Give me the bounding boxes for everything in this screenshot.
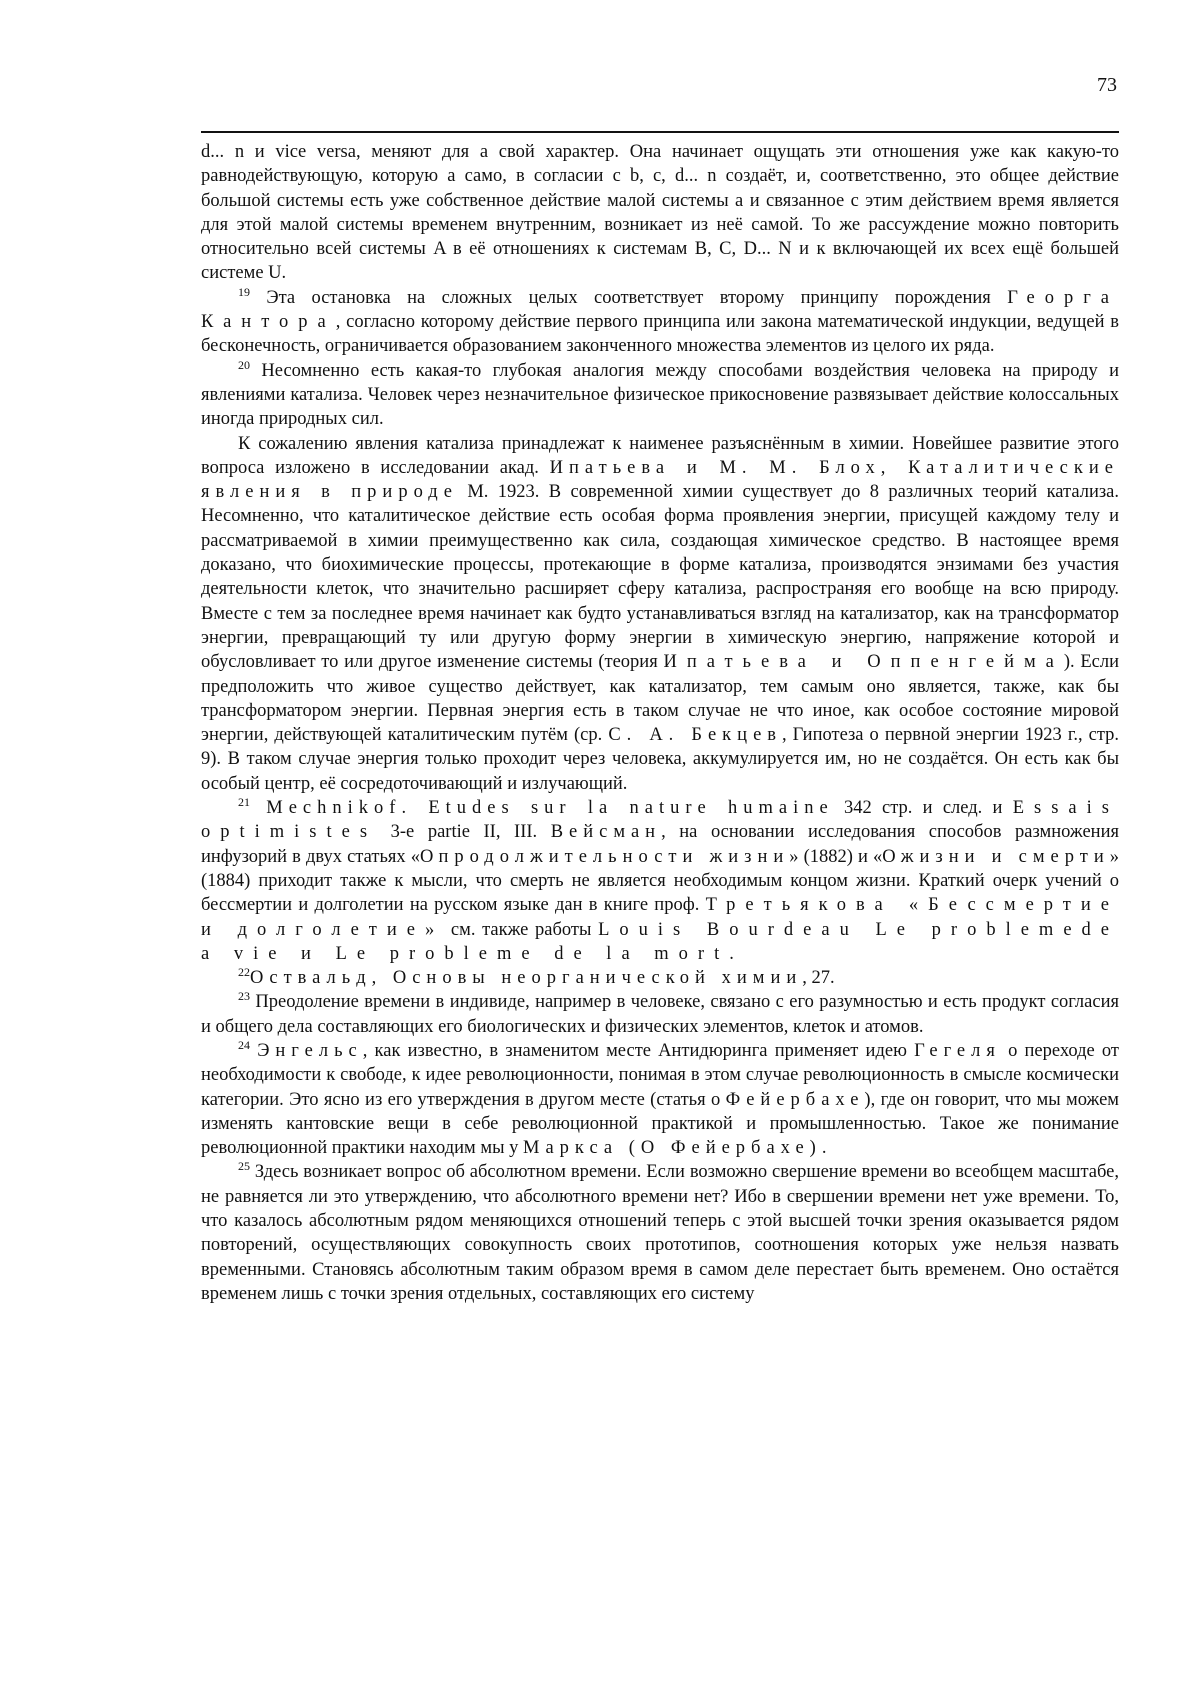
spaced-text: Энгельс	[257, 1040, 363, 1061]
footnote-21	[201, 796, 1119, 966]
text-run: , 27.	[802, 968, 835, 989]
text-run: , как известно, в знаменитом месте Антидюринга применяет идею	[362, 1040, 915, 1061]
spaced-text: Маркса (О Фейербахе)	[523, 1138, 822, 1159]
text-run: Эта остановка на сложных целых соответствует второму принципу порождения	[250, 287, 1008, 308]
footnote-22	[201, 966, 1119, 990]
paragraph	[201, 432, 1119, 796]
spaced-text: Вейсман	[550, 822, 662, 843]
footnotes-text	[201, 140, 1119, 1306]
footnote-marker: 22	[238, 965, 250, 980]
spaced-text: Оствальд, Основы неорганической химии	[250, 968, 803, 989]
text-run: , на основании исследования способов размножения инфузорий в двух статьях «О	[201, 822, 1119, 867]
text-run: Несомненно есть какая-то глубокая аналогия между способами воздействия человека на природу и явлениями катализа. Человек через незначительное физическое прикосновение развязывает действие колоссальных иногда природных сил.	[201, 360, 1119, 430]
spaced-text: Essais optimistes	[201, 798, 1119, 843]
text-run: .	[821, 1138, 827, 1159]
text-run: , согласно которому действие первого принципа или закона математической индукции, ведущей в бесконечность, ограничивается образованием законченного множества элементов из целого их ряда.	[201, 312, 1119, 357]
spaced-text: Гегеля	[914, 1040, 1001, 1061]
footnote-23	[201, 990, 1119, 1039]
spaced-text: Mechnikof. Etudes sur la nature humaine	[250, 798, 834, 819]
spaced-text: Ипатьева и Оппенгейма	[663, 652, 1064, 673]
text-run: о переходе от необходимости к свободе, к идее революционности, понимая в этом случае революционность в смысле космически категории. Это ясно из его утверждения в другом месте (статья о	[201, 1040, 1120, 1110]
text-run: » (1884) приходит также к мысли, что смерть не является необходимым концом жизни. Краткий очерк учений о бессмертии и долголетии на русском языке дан в книге проф.	[201, 846, 1119, 916]
spaced-text: Георга Кантора	[201, 287, 1119, 333]
footnote-20	[201, 359, 1119, 432]
footnote-marker: 19	[238, 284, 250, 299]
paragraph	[201, 140, 1119, 286]
text-run: » (1882) и «О	[789, 846, 901, 867]
footnote-marker: 20	[238, 357, 250, 372]
spaced-text: жизни и смерти	[900, 846, 1110, 867]
text-run: , Гипотеза о первной энергии 1923 г., стр. 9). В таком случае энергия только проходит через человека, аккумулируется им, но не создаётся. Он есть как бы особый центр, её сосредоточивающий и излучающий.	[201, 725, 1120, 794]
text-run: М. 1923. В современной химии существует до 8 различных теорий катализа. Несомненно, что каталитическое действие есть особая форма проявления энергии, присущей каждому телу и рассматриваемой в химии преимущественно как сила, создающая химическое средство. В настоящее время доказано, что биохимические процессы, протекающие в форме катализа, производятся энзимами без участия деятельности клеток, что значительно расширяет сферу катализа, распространяя его вообще на всю природу. Вместе с тем за последнее время начинает как будто устанавливаться взгляд на катализатор, как на трансформатор энергии, превращающий ту или другую форму энергии в химическую энергию, напряжение которой и обусловливает то или другое изменение системы (теория	[201, 482, 1119, 673]
text-run: 3-e partie II, III.	[377, 822, 551, 843]
text-run: Здесь возникает вопрос об абсолютном времени. Если возможно свершение времени во всеобщем масштабе, не равняется ли это утверждению, что абсолютного времени нет? Ибо в свершении времени нет уже времени. То, что казалось абсолютным рядом меняющихся отношений теперь с этой высшей точки зрения оказывается рядом повторений, осуществляющих совокупность своих прототипов, соотношения которых уже нельзя назвать временными. Становясь абсолютным таким образом время в самом деле перестает быть временем. Оно остаётся временем лишь с точки зрения отдельных, составляющих его систему	[201, 1162, 1119, 1304]
text-run: К сожалению явления катализа принадлежат к наименее разъяснённым в химии. Новейшее развитие этого вопроса изложено в исследовании акад.	[201, 433, 1119, 478]
spaced-text: Louis Bourdeau Le problemede a vie и Le probleme de la mort	[201, 919, 1119, 964]
text-run: см. также работы	[444, 919, 599, 940]
text-run: ). Если предположить что живое существо действует, как катализатор, тем самым оно является, также, как бы трансформатором энергии. Первная энергия есть в таком случае не что иное, как особое состояние мировой энергии, действующей каталитическим путём (ср.	[201, 652, 1119, 746]
spaced-text: Фейербахе	[725, 1089, 865, 1110]
spaced-text: продолжительности жизни	[438, 846, 790, 867]
footnote-marker: 21	[238, 795, 250, 810]
header-rule	[201, 131, 1119, 133]
footnote-marker: 24	[238, 1037, 250, 1052]
text-run: .	[729, 943, 734, 964]
text-run: ), где он говорит, что мы можем изменять кантовские вещи в себе революционной практикой и промышленностью. Такое же понимание революционной практики находим мы у	[201, 1089, 1119, 1159]
footnote-marker: 25	[238, 1159, 250, 1174]
spaced-text: Третьякова «Бессмертие и долголетие»	[201, 895, 1119, 940]
text-run: d... n и vice versa, меняют для a свой характер. Она начинает ощущать эти отношения уже как какую-то равнодействующую, которую a само, в согласии с b, c, d... n создаёт, и, соответственно, это общее действие большой системы есть уже собственное действие малой системы a и связанное с этим действием время является для этой малой системы временем внутренним, возникает из неё самой. То же рассуждение можно повторить относительно всей системы A в её отношениях к системам B, C, D... N и к включающей их всех ещё большей системе U.	[201, 142, 1119, 284]
footnote-25	[201, 1160, 1119, 1306]
spaced-text: С. А. Бекцев	[608, 725, 783, 746]
text-run: Преодоление времени в индивиде, например в человеке, связано с его разумностью и есть продукт согласия и общего дела составляющих его биологических и физических элементов, клеток и атомов.	[201, 992, 1119, 1037]
text-run: 342 стр. и след. и	[833, 798, 1013, 819]
spaced-text: Ипатьева и М. М. Блох, Каталитические явления в природе	[201, 457, 1119, 503]
footnote-marker: 23	[238, 989, 250, 1004]
footnote-19	[201, 286, 1119, 359]
footnote-24	[201, 1039, 1119, 1160]
page-number: 73	[1097, 74, 1117, 96]
